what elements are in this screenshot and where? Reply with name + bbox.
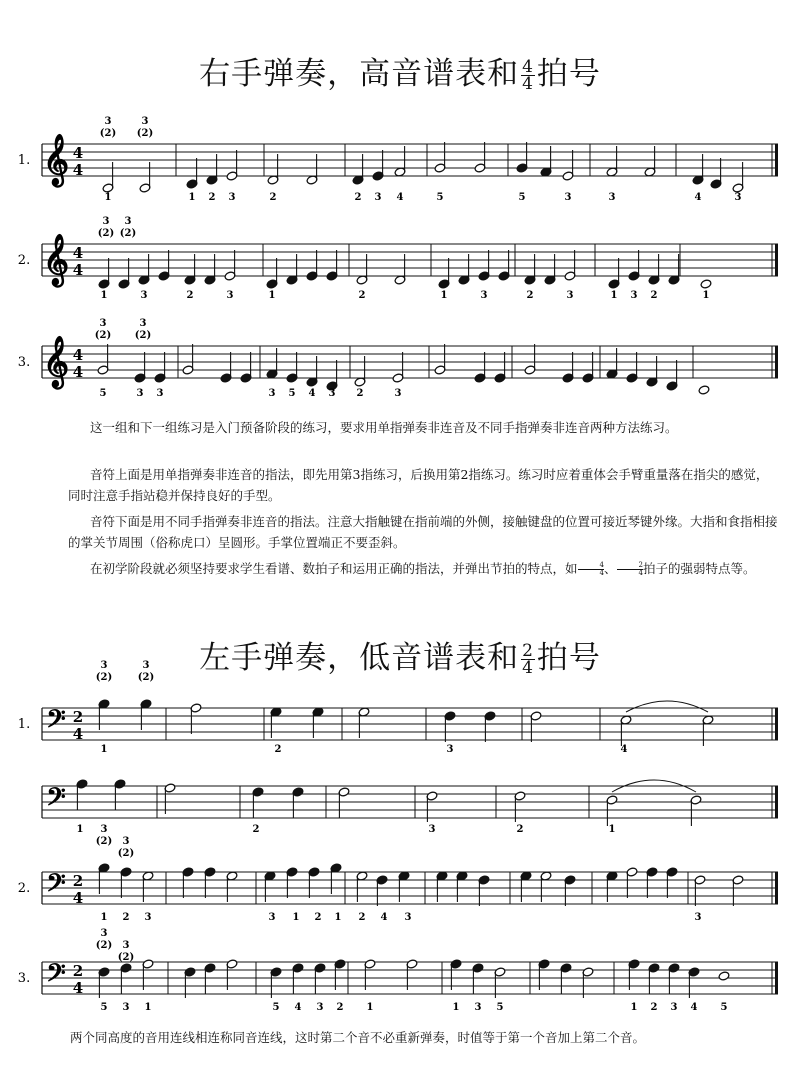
treble-2-fingering: 3 xyxy=(140,290,148,301)
treble-2-fingering: 3 xyxy=(630,290,638,301)
paragraph-4-text: 在初学阶段就必须坚持要求学生看谱、数拍子和运用正确的指法，并弹出节拍的特点，如 xyxy=(90,561,578,576)
treble-3-fingering: 3 xyxy=(328,388,336,399)
bass-staff-3-final-thick xyxy=(775,962,778,994)
upper-fingering: 3 xyxy=(122,836,130,847)
upper-fingering-alt: (2) xyxy=(95,940,113,951)
bass-2-fingering: 3 xyxy=(268,912,276,923)
treble-staff-2-label: 2. xyxy=(17,253,31,268)
inline-time-4-4: $\frac{4}{4}$ xyxy=(578,562,604,577)
bass-1-fingering: 4 xyxy=(620,744,628,755)
bass-clef-icon: 𝄢 xyxy=(46,783,66,818)
treble-3-fingering: 2 xyxy=(356,388,364,399)
paragraph-2: 音符上面是用单指弹奏非连音的指法，即先用第3指练习，后换用第2指练习。练习时应着重体会手臂重量落在指尖的感觉，同时注意手指站稳并保持良好的手型。 xyxy=(68,467,769,503)
bass-1b-fingering: 1 xyxy=(608,824,616,835)
upper-fingering-alt: (2) xyxy=(94,330,112,341)
bass-clef-icon: 𝄢 xyxy=(46,869,66,904)
upper-fingering: 3 xyxy=(100,660,108,671)
upper-fingering: 3 xyxy=(122,940,130,951)
bass-3-fingering: 5 xyxy=(272,1002,280,1013)
treble-2-fingering: 2 xyxy=(186,290,194,301)
bass-2-fingering: 1 xyxy=(100,912,108,923)
treble-1-fingering: 1 xyxy=(104,192,112,203)
bass-3-fingering: 3 xyxy=(316,1002,324,1013)
upper-fingering-alt: (2) xyxy=(117,848,135,859)
treble-3-note xyxy=(698,385,710,395)
treble-1-fingering: 3 xyxy=(228,192,236,203)
treble-2-fingering: 1 xyxy=(440,290,448,301)
bass-3-fingering: 2 xyxy=(650,1002,658,1013)
paragraph-4-end: 拍子的强弱特点等。 xyxy=(642,561,756,576)
paragraph-4: 在初学阶段就必须坚持要求学生看谱、数拍子和运用正确的指法，并弹出节拍的特点，如 $\frac{4}{4}$ 、 $\frac{2}{4}$ 拍子的强弱特点等。 xyxy=(90,561,756,577)
treble-time-signature: $\frac{4}{4}$ xyxy=(522,57,534,94)
treble-2-fingering: 1 xyxy=(702,290,710,301)
treble-2-fingering: 1 xyxy=(610,290,618,301)
bass-1b-fingering: 2 xyxy=(252,824,260,835)
bass-title-suffix: 拍号 xyxy=(536,640,601,676)
bass-title-prefix: 左手弹奏，低音谱表和 xyxy=(199,640,520,676)
bass-staff-1-label: 1. xyxy=(17,717,31,732)
upper-fingering: 3 xyxy=(100,928,108,939)
bass-3-fingering: 5 xyxy=(720,1002,728,1013)
treble-3-fingering: 3 xyxy=(268,388,276,399)
bass-staff-3-time-den: 4 xyxy=(72,979,84,997)
upper-fingering-alt: (2) xyxy=(117,952,135,963)
upper-fingering: 3 xyxy=(99,318,107,329)
upper-fingering-alt: (2) xyxy=(119,228,137,239)
bass-3-fingering: 5 xyxy=(100,1002,108,1013)
bass-1-fingering: 2 xyxy=(274,744,282,755)
treble-1-fingering: 3 xyxy=(734,192,742,203)
bass-1-fingering: 1 xyxy=(100,744,108,755)
upper-fingering-alt: (2) xyxy=(95,836,113,847)
bass-staff-1b-final-thick xyxy=(775,786,778,818)
bass-2-fingering: 2 xyxy=(314,912,322,923)
upper-fingering-alt: (2) xyxy=(137,672,155,683)
treble-1-fingering: 3 xyxy=(374,192,382,203)
treble-staff-1-final-thick xyxy=(775,144,778,176)
tie-footnote: 两个同高度的音用连线相连称同音连线，这时第二个音不必重新弹奏，时值等于第一个音加上第二个音。 xyxy=(70,1030,646,1045)
upper-fingering: 3 xyxy=(104,116,112,127)
treble-1-fingering: 4 xyxy=(396,192,404,203)
treble-staff-1-label: 1. xyxy=(17,153,31,168)
bass-2-fingering: 1 xyxy=(334,912,342,923)
treble-2-fingering: 2 xyxy=(358,290,366,301)
bass-2-fingering: 3 xyxy=(694,912,702,923)
treble-2-fingering: 1 xyxy=(100,290,108,301)
treble-staff-2-final-thick xyxy=(775,244,778,276)
treble-title-prefix: 右手弹奏，高音谱表和 xyxy=(199,56,520,92)
treble-clef-icon: 𝄞 xyxy=(42,234,70,285)
treble-2-note xyxy=(700,279,712,289)
bass-2-fingering: 3 xyxy=(404,912,412,923)
treble-2-fingering: 1 xyxy=(268,290,276,301)
treble-3-fingering: 4 xyxy=(308,388,316,399)
upper-fingering: 3 xyxy=(102,216,110,227)
bass-staff-2-time-den: 4 xyxy=(72,889,84,907)
treble-2-fingering: 3 xyxy=(566,290,574,301)
bass-staff-2-label: 2. xyxy=(17,881,31,896)
bass-3-fingering: 3 xyxy=(670,1002,678,1013)
treble-1-fingering: 1 xyxy=(188,192,196,203)
bass-3-note xyxy=(718,971,730,981)
upper-fingering: 3 xyxy=(124,216,132,227)
bass-2-fingering: 2 xyxy=(122,912,130,923)
bass-3-fingering: 2 xyxy=(336,1002,344,1013)
bass-2-fingering: 4 xyxy=(380,912,388,923)
treble-staff-3-time-num: 4 xyxy=(72,346,84,364)
bass-staff-1-time-den: 4 xyxy=(72,725,84,743)
bass-1-tie xyxy=(626,701,708,712)
treble-3-fingering: 5 xyxy=(288,388,296,399)
bass-2-fingering: 3 xyxy=(144,912,152,923)
bass-time-signature: $\frac{2}{4}$ xyxy=(522,641,534,678)
treble-staff-3-time-den: 4 xyxy=(72,363,84,381)
treble-staff-2-time-den: 4 xyxy=(72,261,84,279)
bass-staff-2-final-thick xyxy=(775,872,778,904)
treble-staff-2-time-num: 4 xyxy=(72,244,84,262)
bass-1b-fingering: 2 xyxy=(516,824,524,835)
bass-2-fingering: 1 xyxy=(292,912,300,923)
bass-3-fingering: 1 xyxy=(630,1002,638,1013)
paragraph-3: 音符下面是用不同手指弹奏非连音的指法。注意大指触键在指前端的外侧，接触键盘的位置可接近琴键外缘。大指和食指相接的掌关节周围（俗称虎口）呈圆形。手掌位置端正不要歪斜。 xyxy=(68,514,778,550)
upper-fingering-alt: (2) xyxy=(99,128,117,139)
upper-fingering: 3 xyxy=(142,660,150,671)
treble-staff-1-time-num: 4 xyxy=(72,144,84,162)
treble-1-fingering: 5 xyxy=(518,192,526,203)
treble-3-fingering: 5 xyxy=(99,388,107,399)
treble-staff-3-label: 3. xyxy=(17,355,31,370)
treble-1-fingering: 5 xyxy=(436,192,444,203)
treble-clef-icon: 𝄞 xyxy=(42,134,70,185)
treble-staff-1-time-den: 4 xyxy=(72,161,84,179)
bass-3-fingering: 3 xyxy=(474,1002,482,1013)
bass-2-fingering: 2 xyxy=(358,912,366,923)
bass-staff-2-time-num: 2 xyxy=(72,872,84,890)
upper-fingering: 3 xyxy=(100,824,108,835)
treble-3-fingering: 3 xyxy=(156,388,164,399)
upper-fingering-alt: (2) xyxy=(95,672,113,683)
treble-2-fingering: 3 xyxy=(226,290,234,301)
inline-time-2-4: $\frac{2}{4}$ xyxy=(617,562,643,577)
treble-staff-3-final-thick xyxy=(775,346,778,378)
bass-staff-3-time-num: 2 xyxy=(72,962,84,980)
treble-2-fingering: 3 xyxy=(480,290,488,301)
treble-3-fingering: 3 xyxy=(136,388,144,399)
treble-title-suffix: 拍号 xyxy=(536,56,601,92)
bass-clef-icon: 𝄢 xyxy=(46,705,66,740)
bass-1-fingering: 3 xyxy=(446,744,454,755)
upper-fingering-alt: (2) xyxy=(97,228,115,239)
bass-clef-icon: 𝄢 xyxy=(46,959,66,994)
bass-3-fingering: 3 xyxy=(122,1002,130,1013)
bass-staff-1-final-thick xyxy=(775,708,778,740)
treble-1-fingering: 3 xyxy=(608,192,616,203)
treble-clef-icon: 𝄞 xyxy=(42,336,70,387)
bass-staff-1-time-num: 2 xyxy=(72,708,84,726)
upper-fingering-alt: (2) xyxy=(136,128,154,139)
bass-1b-fingering: 1 xyxy=(76,824,84,835)
bass-3-fingering: 4 xyxy=(294,1002,302,1013)
upper-fingering-alt: (2) xyxy=(134,330,152,341)
treble-1-fingering: 2 xyxy=(208,192,216,203)
upper-fingering: 3 xyxy=(139,318,147,329)
bass-3-fingering: 1 xyxy=(366,1002,374,1013)
treble-1-fingering: 3 xyxy=(564,192,572,203)
bass-3-fingering: 5 xyxy=(496,1002,504,1013)
treble-1-fingering: 2 xyxy=(269,192,277,203)
treble-3-fingering: 3 xyxy=(394,388,402,399)
upper-fingering: 3 xyxy=(141,116,149,127)
bass-1b-fingering: 3 xyxy=(428,824,436,835)
treble-1-fingering: 2 xyxy=(354,192,362,203)
treble-2-fingering: 2 xyxy=(650,290,658,301)
bass-3-fingering: 1 xyxy=(452,1002,460,1013)
treble-2-fingering: 2 xyxy=(526,290,534,301)
treble-1-fingering: 4 xyxy=(694,192,702,203)
bass-3-fingering: 1 xyxy=(144,1002,152,1013)
bass-staff-3-label: 3. xyxy=(17,971,31,986)
paragraph-1: 这一组和下一组练习是入门预备阶段的练习，要求用单指弹奏非连音及不同手指弹奏非连音两种方法练习。 xyxy=(90,420,678,435)
bass-3-fingering: 4 xyxy=(690,1002,698,1013)
